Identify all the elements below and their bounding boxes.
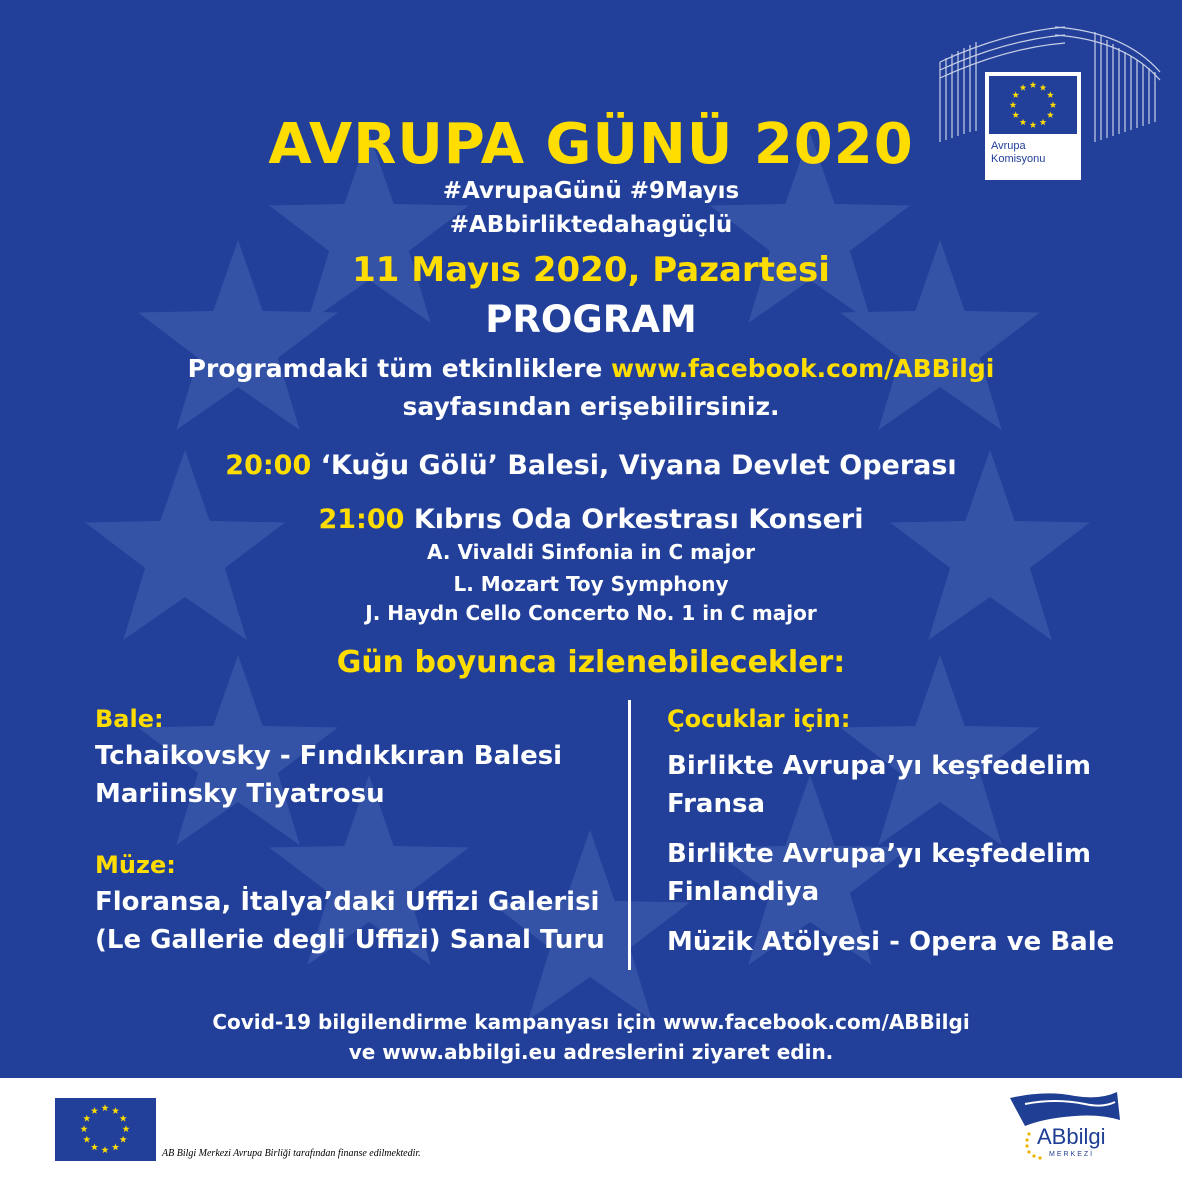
event-item-2 [0,504,1182,535]
museum-heading: Müze: [95,851,176,879]
museum-line-1: Floransa, İtalya’daki Uffizi Galerisi [95,887,600,917]
hashtag-line-1: #AvrupaGünü #9Mayıs [442,178,740,204]
ballet-heading: Bale: [95,705,164,733]
abbilgi-logo-subtext: MERKEZİ [1049,1151,1095,1158]
access-text: Programdaki tüm etkinliklere [187,354,611,383]
kids-item-1-line-2: Fransa [667,789,765,819]
ballet-line-2: Mariinsky Tiyatrosu [95,779,385,809]
access-info-line-2: sayfasından erişebilirsiniz. [402,392,780,421]
left-column [95,705,605,955]
all-day-heading: Gün boyunca izlenebilecekler: [336,645,846,680]
covid-info-line-1: Covid-19 bilgilendirme kampanyası için www.facebook.com/ABBilgi [212,1010,970,1034]
event-title: ‘Kuğu Gölü’ Balesi, Viyana Devlet Operası [311,450,957,481]
kids-heading: Çocuklar için: [667,705,851,733]
concert-piece-2: L. Mozart Toy Symphony [453,572,729,596]
right-column [667,705,1114,957]
ballet-line-1: Tchaikovsky - Fındıkkıran Balesi [95,741,563,771]
funding-note: AB Bilgi Merkezi Avrupa Birliği tarafından finanse edilmektedir. [162,1148,421,1159]
program-heading: PROGRAM [485,298,697,341]
ec-logo-text-line1: Avrupa [991,140,1026,152]
kids-item-1-line-1: Birlikte Avrupa’yı keşfedelim [667,751,1092,781]
facebook-link[interactable]: www.facebook.com/ABBilgi [611,354,995,383]
event-title: Kıbrıs Oda Orkestrası Konseri [404,504,864,535]
ec-logo-text-line2: Komisyonu [991,153,1046,165]
access-info-line-1 [0,354,1182,383]
concert-piece-1: A. Vivaldi Sinfonia in C major [427,540,755,564]
event-time: 20:00 [225,450,312,481]
page-title: AVRUPA GÜNÜ 2020 [268,112,914,177]
kids-item-3: Müzik Atölyesi - Opera ve Bale [667,927,1115,957]
kids-item-2-line-1: Birlikte Avrupa’yı keşfedelim [667,839,1092,869]
hashtag-line-2: #ABbirliktedahagüçlü [449,212,733,238]
abbilgi-logo-text: ABbilgi [1037,1124,1106,1149]
event-item-1 [0,450,1182,481]
concert-piece-3: J. Haydn Cello Concerto No. 1 in C major [365,601,817,625]
abbilgi-logo [1005,1090,1125,1162]
covid-info-line-2: ve www.abbilgi.eu adreslerini ziyaret edin. [348,1040,834,1064]
column-divider [628,700,631,970]
event-date: 11 Mayıs 2020, Pazartesi [352,250,830,290]
event-time: 21:00 [318,504,405,535]
kids-item-2-line-2: Finlandiya [667,877,820,907]
eu-flag-icon [55,1098,156,1161]
museum-line-2: (Le Gallerie degli Uffizi) Sanal Turu [95,925,605,955]
